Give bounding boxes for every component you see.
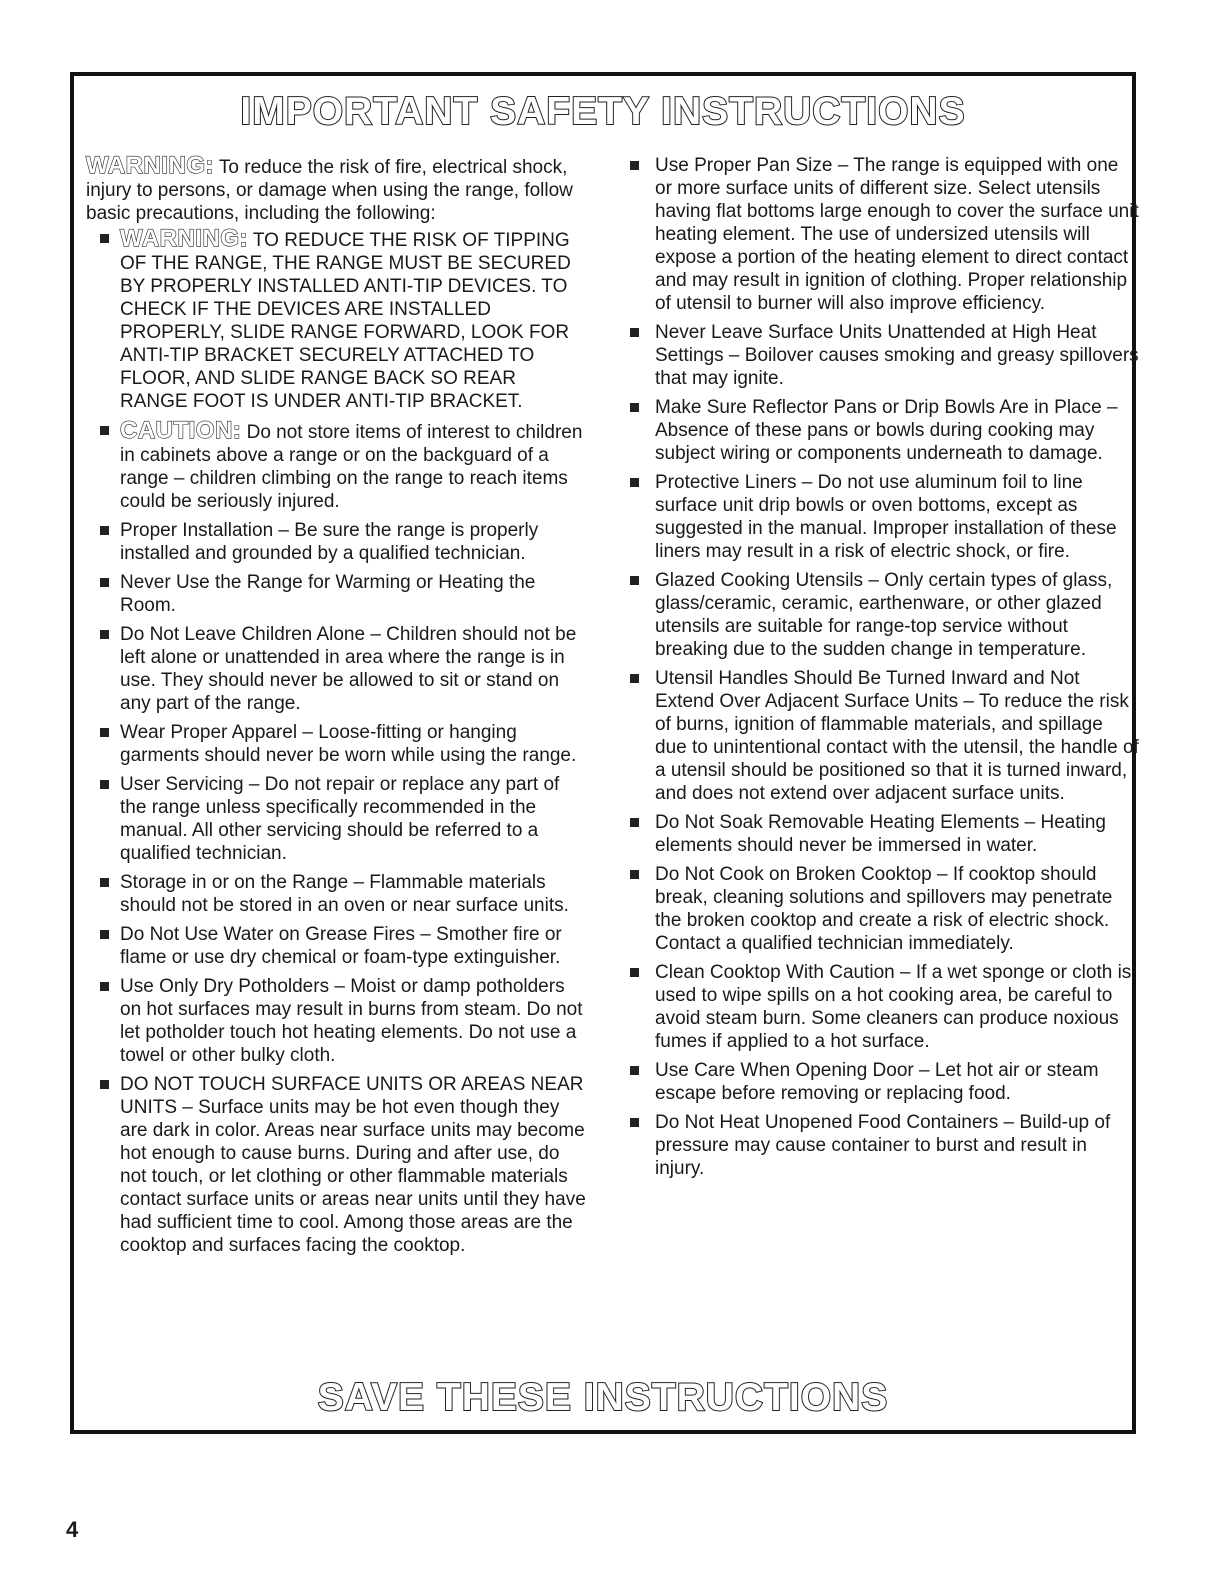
list-item <box>619 569 1139 661</box>
list-item <box>86 571 586 617</box>
list-item <box>86 623 586 715</box>
square-bullet-icon <box>630 1066 639 1075</box>
square-bullet-icon <box>630 328 639 337</box>
list-item <box>86 975 586 1067</box>
list-item <box>86 227 586 413</box>
list-item <box>619 154 1139 315</box>
item-text: DO NOT TOUCH SURFACE UNITS OR AREAS NEAR UNITS – Surface units may be hot even though they are dark in color. Areas near surface units may become hot enough to cause burns. During and after use, do not touch, or let clothing or other flammable materials contact surface units or areas near units until they have had sufficient time to cool. Among those areas are the cooktop and surfaces facing the cooktop. <box>120 1074 586 1256</box>
item-lead-label: WARNING: <box>120 225 248 252</box>
item-text: Never Leave Surface Units Unattended at High Heat Settings – Boilover causes smoking and greasy spillovers that may ignite. <box>655 322 1139 389</box>
item-text: User Servicing – Do not repair or replace any part of the range unless specifically recommended in the manual. All other servicing should be referred to a qualified technician. <box>120 774 560 864</box>
square-bullet-icon <box>100 526 109 535</box>
item-text: Storage in or on the Range – Flammable materials should not be stored in an oven or near surface units. <box>120 872 569 916</box>
square-bullet-icon <box>100 780 109 789</box>
list-item <box>86 773 586 865</box>
item-text: TO REDUCE THE RISK OF TIPPING OF THE RANGE, THE RANGE MUST BE SECURED BY PROPERLY INSTALLED ANTI-TIP DEVICES. TO CHECK IF THE DEVICES ARE INSTALLED PROPERLY, SLIDE RANGE FORWARD, LOOK FOR ANTI-TIP BRACKET SECURELY ATTACHED TO FLOOR, AND SLIDE RANGE BACK SO REAR RANGE FOOT IS UNDER ANTI-TIP BRACKET. <box>120 230 571 412</box>
list-item <box>619 811 1139 857</box>
item-text: Use Care When Opening Door – Let hot air or steam escape before removing or replacing food. <box>655 1060 1099 1104</box>
item-text: Proper Installation – Be sure the range is properly installed and grounded by a qualified technician. <box>120 520 539 564</box>
list-item <box>619 471 1139 563</box>
square-bullet-icon <box>630 968 639 977</box>
square-bullet-icon <box>630 478 639 487</box>
square-bullet-icon <box>100 1080 109 1089</box>
intro-warning-label: WARNING: <box>86 152 214 179</box>
square-bullet-icon <box>630 818 639 827</box>
left-column <box>86 154 586 1263</box>
square-bullet-icon <box>630 870 639 879</box>
save-instructions-heading: SAVE THESE INSTRUCTIONS <box>317 1376 889 1419</box>
item-text: Do Not Cook on Broken Cooktop – If cooktop should break, cleaning solutions and spillovers may penetrate the broken cooktop and create a risk of electric shock. Contact a qualified technician immediately. <box>655 864 1113 954</box>
item-text: Glazed Cooking Utensils – Only certain types of glass, glass/ceramic, ceramic, earthenware, or other glazed utensils are suitable for range-top service without breaking due to the sudden change in temperature. <box>655 570 1113 660</box>
item-text: Do not store items of interest to children in cabinets above a range or on the backguard of a range – children climbing on the range to reach items could be seriously injured. <box>120 422 583 512</box>
square-bullet-icon <box>100 728 109 737</box>
intro-text: To reduce the risk of fire, electrical shock, injury to persons, or damage when using the range, follow basic precautions, including the following: <box>86 157 573 224</box>
item-text: Utensil Handles Should Be Turned Inward and Not Extend Over Adjacent Surface Units – To reduce the risk of burns, ignition of flammable materials, and spillage due to unintentional contact with the utensil, the handle of a utensil should be positioned so that it is turned inward, and does not extend over adjacent surface units. <box>655 668 1139 804</box>
intro-paragraph <box>86 154 586 225</box>
list-item <box>619 396 1139 465</box>
square-bullet-icon <box>100 982 109 991</box>
item-lead-label: CAUTION: <box>120 417 242 444</box>
page-title: IMPORTANT SAFETY INSTRUCTIONS <box>240 90 966 133</box>
item-text: Use Only Dry Potholders – Moist or damp potholders on hot surfaces may result in burns from steam. Do not let potholder touch hot heating elements. Do not use a towel or other bulky cloth. <box>120 976 583 1066</box>
list-item <box>619 321 1139 390</box>
list-item <box>86 1073 586 1257</box>
item-text: Do Not Soak Removable Heating Elements – Heating elements should never be immersed in water. <box>655 812 1106 856</box>
list-item <box>86 519 586 565</box>
item-text: Use Proper Pan Size – The range is equipped with one or more surface units of different size. Select utensils having flat bottoms large enough to cover the surface unit heating element. The use of undersized utensils will expose a portion of the heating element to direct contact and may result in ignition of clothing. Proper relationship of utensil to burner will also improve efficiency. <box>655 155 1139 314</box>
list-item <box>86 721 586 767</box>
square-bullet-icon <box>100 878 109 887</box>
item-text: Protective Liners – Do not use aluminum foil to line surface unit drip bowls or oven bottoms, except as suggested in the manual. Improper installation of these liners may result in a risk of electric shock, or fire. <box>655 472 1117 562</box>
square-bullet-icon <box>100 426 109 435</box>
item-text: Wear Proper Apparel – Loose-fitting or hanging garments should never be worn while using the range. <box>120 722 577 766</box>
list-item <box>619 961 1139 1053</box>
item-text: Do Not Leave Children Alone – Children should not be left alone or unattended in area where the range is in use. They should never be allowed to sit or stand on any part of the range. <box>120 624 577 714</box>
safety-box <box>70 72 1139 1434</box>
right-column <box>619 154 1139 1186</box>
square-bullet-icon <box>630 674 639 683</box>
list-item <box>619 667 1139 805</box>
list-item <box>619 1111 1139 1180</box>
square-bullet-icon <box>630 576 639 585</box>
square-bullet-icon <box>630 403 639 412</box>
list-item <box>86 871 586 917</box>
square-bullet-icon <box>630 161 639 170</box>
item-text: Make Sure Reflector Pans or Drip Bowls Are in Place – Absence of these pans or bowls during cooking may subject wiring or components underneath to damage. <box>655 397 1118 464</box>
square-bullet-icon <box>100 234 109 243</box>
square-bullet-icon <box>100 630 109 639</box>
list-item <box>619 863 1139 955</box>
square-bullet-icon <box>630 1118 639 1127</box>
item-text: Clean Cooktop With Caution – If a wet sponge or cloth is used to wipe spills on a hot cooking area, be careful to avoid steam burn. Some cleaners can produce noxious fumes if applied to a hot surface. <box>655 962 1132 1052</box>
left-instruction-list <box>86 227 586 1257</box>
list-item <box>619 1059 1139 1105</box>
list-item <box>86 923 586 969</box>
square-bullet-icon <box>100 578 109 587</box>
item-text: Do Not Use Water on Grease Fires – Smother fire or flame or use dry chemical or foam-type extinguisher. <box>120 924 562 968</box>
item-text: Do Not Heat Unopened Food Containers – Build-up of pressure may cause container to burst and result in injury. <box>655 1112 1111 1179</box>
square-bullet-icon <box>100 930 109 939</box>
page-number: 4 <box>66 1517 79 1542</box>
right-instruction-list <box>619 154 1139 1180</box>
list-item <box>86 419 586 513</box>
item-text: Never Use the Range for Warming or Heating the Room. <box>120 572 536 616</box>
